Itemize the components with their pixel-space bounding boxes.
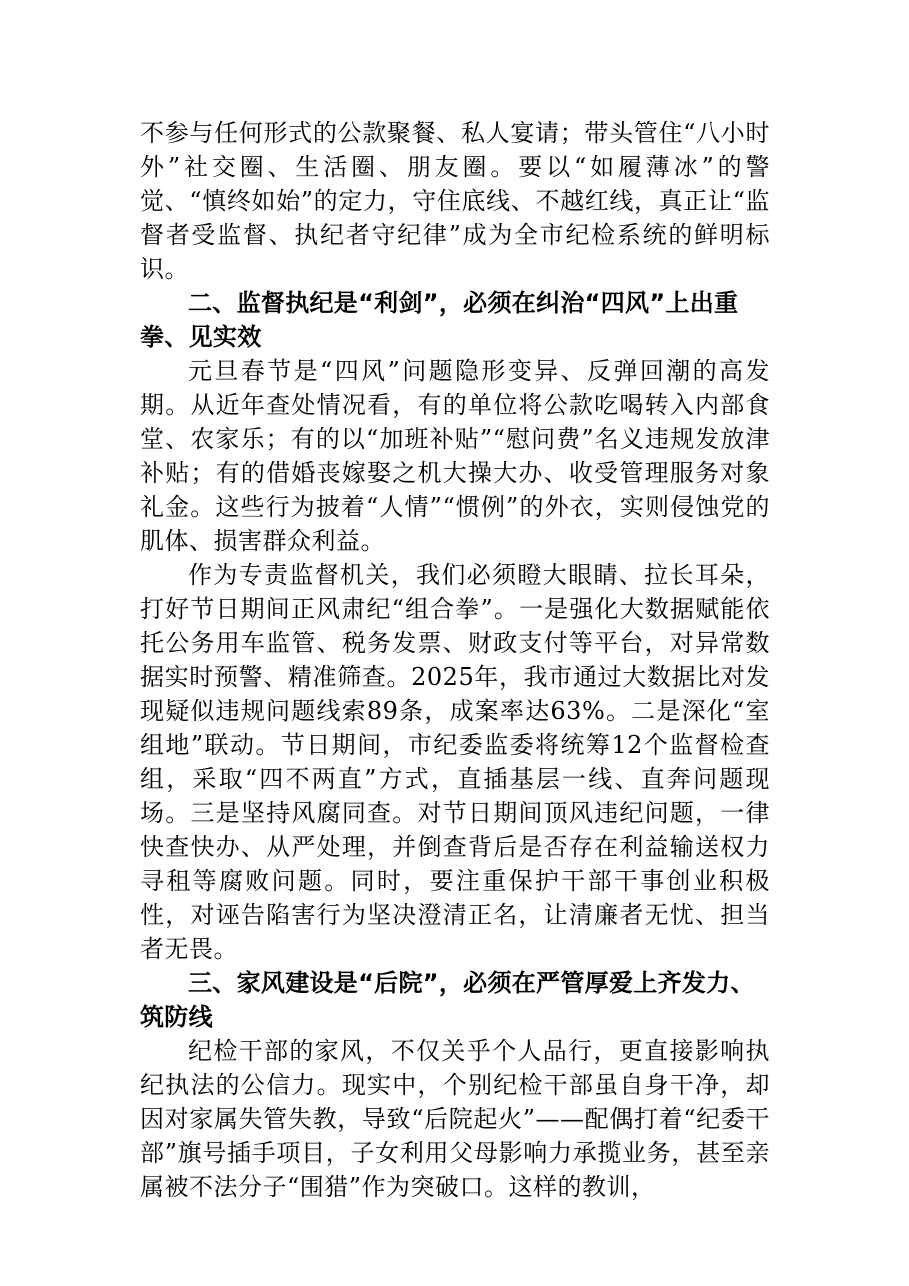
paragraph-supervision-measures: 作为专责监督机关，我们必须瞪大眼睛、拉长耳朵，打好节日期间正风肃纪“组合拳”。一是强化大数据赋能依托公务用车监管、税务发票、财政支付等平台，对异常数据实时预警、精准筛查。2025年，我市通过大数据比对发现疑似违规问题线索89条，成案率达63%。二是深化“室组地”联动。节日期间，市纪委监委将统筹12个监督检查组，采取“四不两直”方式，直插基层一线、直奔问题现场。三是坚持风腐同查。对节日期间顶风违纪问题，一律快查快办、从严处理，并倒查背后是否存在利益输送权力寻租等腐败问题。同时，要注重保护干部干事创业积极性，对诬告陷害行为坚决澄清正名，让清廉者无忧、担当者无畏。 (140, 561, 770, 963)
section-heading-3: 三、家风建设是“后院”，必须在严管厚爱上齐发力、筑防线 (140, 969, 755, 1031)
paragraph-holiday-issues: 元旦春节是“四风”问题隐形变异、反弹回潮的高发期。从近年查处情况看，有的单位将公款吃喝转入内部食堂、农家乐；有的以“加班补贴”“慰问费”名义违规发放津补贴；有的借婚丧嫁娶之机大操大办、收受管理服务对象礼金。这些行为披着“人情”“惯例”的外衣，实则侵蚀党的肌体、损害群众利益。 (140, 357, 770, 555)
paragraph-intro: 不参与任何形式的公款聚餐、私人宴请；带头管住“八小时外”社交圈、生活圈、朋友圈。要以“如履薄冰”的警觉、“慎终如始”的定力，守住底线、不越红线，真正让“监督者受监督、执纪者守纪律”成为全市纪检系统的鲜明标识。 (140, 119, 770, 283)
paragraph-family-style: 纪检干部的家风，不仅关乎个人品行，更直接影响执纪执法的公信力。现实中，个别纪检干部虽自身干净，却因对家属失管失教，导致“后院起火”——配偶打着“纪委干部”旗号插手项目，子女利用父母影响力承揽业务，甚至亲属被不法分子“围猎”作为突破口。这样的教训， (140, 1037, 770, 1201)
section-heading-2: 二、监督执纪是“利剑”，必须在纠治“四风”上出重拳、见实效 (140, 289, 739, 351)
document-page (140, 116, 770, 1204)
